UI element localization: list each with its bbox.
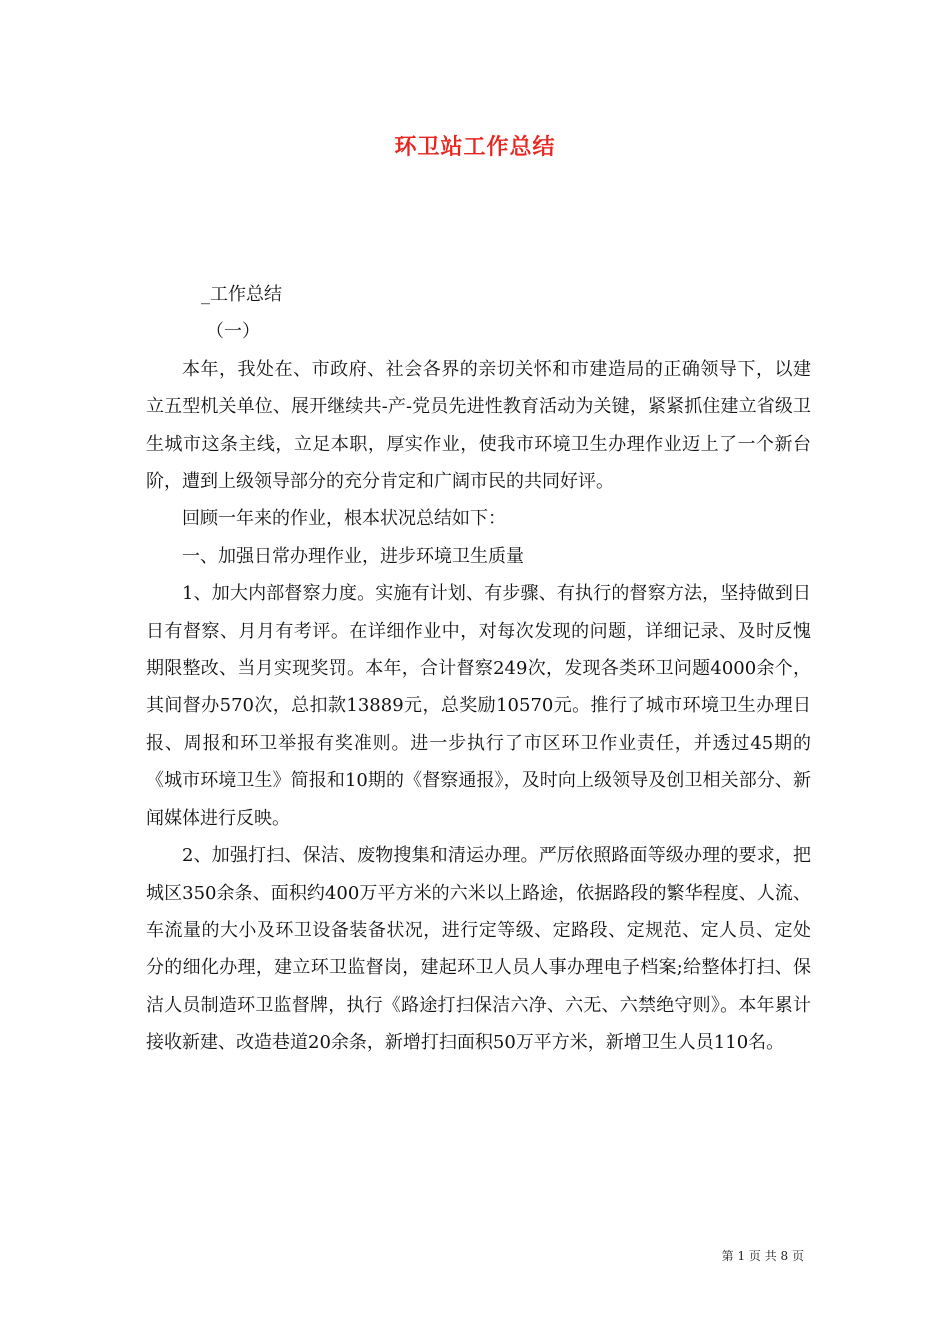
document-body xyxy=(146,276,811,1062)
paragraph-review: 回顾一年来的作业，根本状况总结如下： xyxy=(182,508,506,530)
section-marker: （一） xyxy=(206,321,260,343)
page-footer: 第 1 页 共 8 页 xyxy=(721,1249,804,1263)
section-heading-1: 一、加强日常办理作业，进步环境卫生质量 xyxy=(182,545,524,567)
paragraph-intro: 本年，我处在、市政府、社会各界的亲切关怀和市建造局的正确领导下，以建立五型机关单位、展开继续共-产-党员先进性教育活动为关键，紧紧抓住建立省级卫生城市这条主线，立足本职，厚实作业，使我市环境卫生办理作业迈上了一个新台阶，遭到上级领导部分的充分肯定和广阔市民的共同好评。 xyxy=(146,358,811,493)
paragraph-item-2: 2、加强打扫、保洁、废物搜集和清运办理。严厉依照路面等级办理的要求，把城区350余条、面积约400万平方米的六米以上路途，依据路段的繁华程度、人流、车流量的大小及环卫设备装备状况，进行定等级、定路段、定规范、定人员、定处分的细化办理，建立环卫监督岗，建起环卫人员人事办理电子档案;给整体打扫、保洁人员制造环卫监督牌，执行《路途打扫保洁六净、六无、六禁绝守则》。本年累计接收新建、改造巷道20余条，新增打扫面积50万平方米，新增卫生人员110名。 xyxy=(146,845,811,1054)
paragraph-item-1: 1、加大内部督察力度。实施有计划、有步骤、有执行的督察方法，坚持做到日日有督察、月月有考评。在详细作业中，对每次发现的问题，详细记录、及时反愧期限整改、当月实现奖罚。本年，合计督察249次，发现各类环卫问题4000余个，其间督办570次，总扣款13889元，总奖励10570元。推行了城市环境卫生办理日报、周报和环卫举报有奖准则。进一步执行了市区环卫作业责任，并透过45期的《城市环境卫生》简报和10期的《督察通报》，及时向上级领导及创卫相关部分、新闻媒体进行反映。 xyxy=(146,583,811,829)
document-title: 环卫站工作总结 xyxy=(394,134,556,160)
subtitle: _工作总结 xyxy=(201,284,282,305)
